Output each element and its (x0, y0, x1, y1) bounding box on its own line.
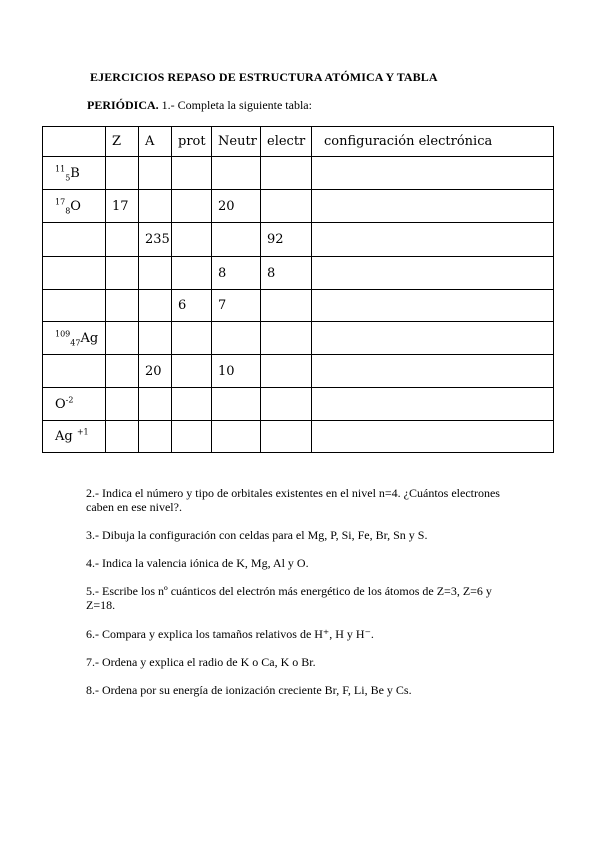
question-7: 7.- Ordena y explica el radio de K o Ca, K o Br. (86, 655, 316, 669)
element-symbol-cell (43, 157, 106, 190)
question-8: 8.- Ordena por su energía de ionización creciente Br, F, Li, Be y Cs. (86, 683, 412, 697)
atomic-structure-table (42, 126, 554, 453)
question-4: 4.- Indica la valencia iónica de K, Mg, Al y O. (86, 556, 309, 570)
cell-electr (261, 355, 312, 388)
cell-electr (261, 388, 312, 421)
cell-electr (261, 157, 312, 190)
cell-electr (261, 290, 312, 322)
table-row (43, 355, 554, 388)
header-cell: prot (172, 127, 212, 157)
cell-a (139, 421, 172, 453)
cell-neutr (212, 322, 261, 355)
cell-config (312, 421, 554, 453)
cell-z: 17 (106, 190, 139, 223)
cell-neutr: 20 (212, 190, 261, 223)
element-symbol-cell (43, 190, 106, 223)
element-symbol-cell (43, 421, 106, 453)
cell-prot (172, 157, 212, 190)
element-symbol-cell (43, 223, 106, 257)
table-row (43, 190, 554, 223)
cell-config (312, 388, 554, 421)
cell-neutr: 10 (212, 355, 261, 388)
table-row (43, 421, 554, 453)
cell-electr: 92 (261, 223, 312, 257)
element-symbol-cell (43, 388, 106, 421)
table-row (43, 322, 554, 355)
cell-prot (172, 257, 212, 290)
cell-config (312, 290, 554, 322)
cell-config (312, 257, 554, 290)
question-5: 5.- Escribe los nº cuánticos del electrón más energético de los átomos de Z=3, Z=6 y Z=18. (86, 584, 492, 612)
cell-prot (172, 322, 212, 355)
atomic-number: 47 (70, 338, 81, 348)
header-cell: electr (261, 127, 312, 157)
element-symbol-cell (43, 322, 106, 355)
element-symbol-cell (43, 257, 106, 290)
cell-neutr: 7 (212, 290, 261, 322)
subtitle-text: 1.- Completa la siguiente tabla: (158, 98, 312, 112)
question-6: 6.- Compara y explica los tamaños relativos de H⁺, H y H⁻. (86, 627, 374, 641)
cell-prot (172, 355, 212, 388)
table-row (43, 388, 554, 421)
element-symbol: O (55, 396, 66, 412)
cell-z (106, 290, 139, 322)
cell-a (139, 190, 172, 223)
question-2: 2.- Indica el número y tipo de orbitales existentes en el nivel n=4. ¿Cuántos electrones caben en ese nivel?. (86, 486, 500, 514)
table-row (43, 290, 554, 322)
cell-config (312, 322, 554, 355)
subtitle-bold: PERIÓDICA. (87, 98, 159, 112)
element-symbol: Ag (55, 429, 77, 444)
cell-neutr: 8 (212, 257, 261, 290)
atomic-number: 5 (65, 173, 71, 183)
cell-config (312, 157, 554, 190)
table-row (43, 157, 554, 190)
cell-electr (261, 322, 312, 355)
cell-prot (172, 190, 212, 223)
cell-a (139, 257, 172, 290)
element-symbol: B (70, 165, 80, 181)
ion-charge: +1 (76, 427, 89, 437)
header-cell (43, 127, 106, 157)
element-symbol-cell (43, 355, 106, 388)
header-cell: Neutr (212, 127, 261, 157)
cell-a: 235 (139, 223, 172, 257)
header-cell: Z (106, 127, 139, 157)
ion-charge: -2 (65, 395, 74, 405)
mass-number: 17 (55, 197, 66, 207)
header-cell: configuración electrónica (312, 127, 554, 157)
atomic-number: 8 (65, 206, 71, 216)
cell-electr: 8 (261, 257, 312, 290)
cell-prot (172, 421, 212, 453)
element-symbol: O (70, 198, 81, 214)
cell-electr (261, 421, 312, 453)
cell-z (106, 388, 139, 421)
cell-prot: 6 (172, 290, 212, 322)
cell-z (106, 322, 139, 355)
cell-z (106, 157, 139, 190)
cell-neutr (212, 388, 261, 421)
cell-a (139, 290, 172, 322)
cell-a (139, 157, 172, 190)
table-header-row (43, 127, 554, 157)
cell-neutr (212, 157, 261, 190)
cell-z (106, 257, 139, 290)
table-row (43, 223, 554, 257)
subtitle-line (87, 98, 312, 113)
cell-prot (172, 223, 212, 257)
mass-number: 11 (55, 164, 66, 174)
cell-z (106, 355, 139, 388)
cell-z (106, 421, 139, 453)
document-title: EJERCICIOS REPASO DE ESTRUCTURA ATÓMICA Y TABLA (90, 70, 438, 84)
cell-prot (172, 388, 212, 421)
question-3: 3.- Dibuja la configuración con celdas para el Mg, P, Si, Fe, Br, Sn y S. (86, 528, 428, 542)
element-symbol: Ag (80, 330, 99, 346)
cell-neutr (212, 421, 261, 453)
table-row (43, 257, 554, 290)
header-cell: A (139, 127, 172, 157)
cell-a (139, 388, 172, 421)
cell-a (139, 322, 172, 355)
element-symbol-cell (43, 290, 106, 322)
cell-electr (261, 190, 312, 223)
cell-config (312, 355, 554, 388)
cell-a: 20 (139, 355, 172, 388)
cell-config (312, 223, 554, 257)
cell-z (106, 223, 139, 257)
mass-number: 109 (55, 329, 71, 339)
cell-neutr (212, 223, 261, 257)
cell-config (312, 190, 554, 223)
